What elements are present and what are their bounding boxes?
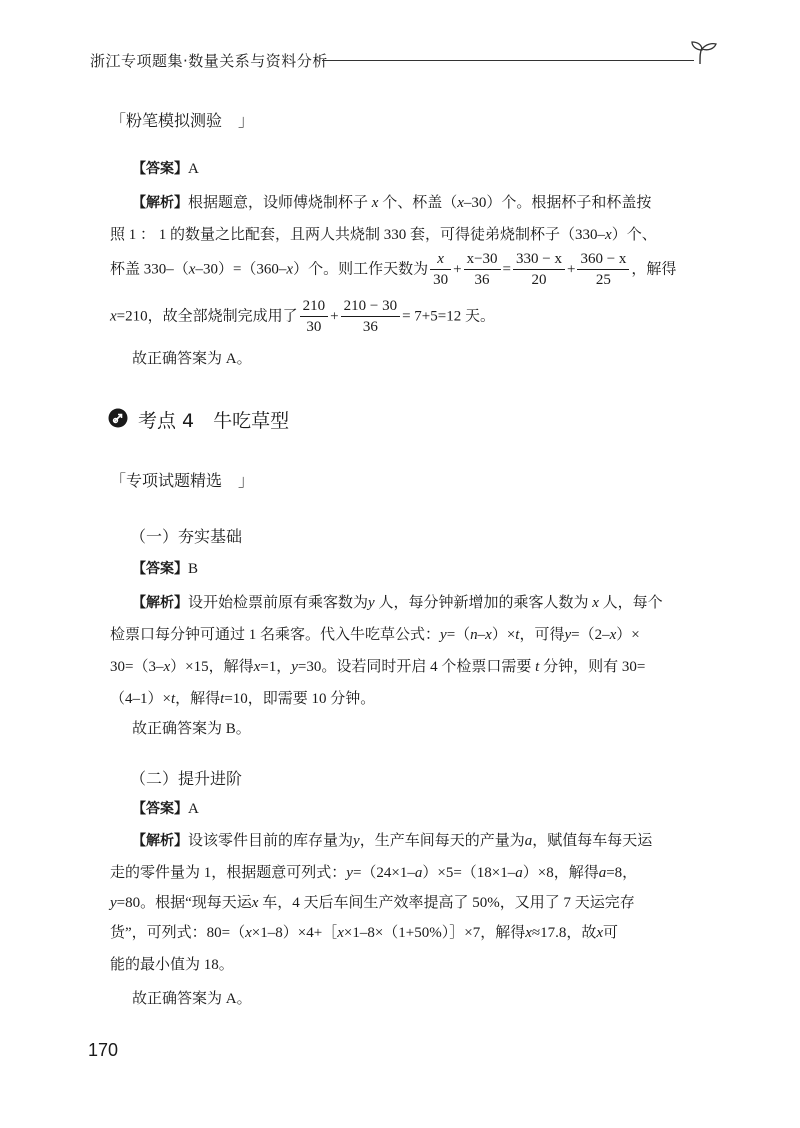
text-run: 人，每个 [602,595,663,611]
var: x [605,227,612,243]
var: x [596,925,604,941]
text-run: – [477,627,486,643]
answer-value: A [188,801,199,817]
text-run: 设开始检票前原有乘客数为 [188,595,369,611]
var: y [110,895,117,911]
var: n [470,627,478,643]
text-run: 走的零件量为 1，根据题意可列式： [110,865,347,881]
corner-bracket-right: 」 [222,111,255,130]
text-run: 检票口每分钟可通过 1 名乘客。代入牛吃草公式： [110,627,441,643]
fraction-numerator: 360 − x [577,250,629,270]
var: x [188,261,196,278]
fraction-denominator: 36 [474,272,490,288]
var: a [414,865,423,881]
var: a [524,833,533,849]
text-run: 车，4 天后车间生产效率提高了 50%，又用了 7 天运完存 [262,895,635,911]
analysis-tag: 【解析】 [132,595,188,611]
fraction-numerator: x−30 [464,250,501,270]
text-run: 30=（3– [110,659,164,675]
fraction [464,250,501,289]
text-run: ，解得 [175,691,221,707]
header-title: 浙江专项题集·数量关系与资料分析 [90,52,328,70]
header-rule [322,60,694,61]
fraction-denominator: 20 [531,272,547,288]
conclusion-1: 故正确答案为 A。 [132,351,252,367]
conclusion-2: 故正确答案为 B。 [132,721,251,737]
fraction-denominator: 30 [433,272,449,288]
answer-line-2 [132,562,198,577]
fraction-numerator: 210 [300,297,329,317]
analysis-2-line-1 [132,596,663,611]
fraction-numerator: 330 − x [513,250,565,270]
text-run: –30）=（360– [195,261,287,278]
text-run: =（2– [571,627,610,643]
corner-bracket-right: 」 [222,471,255,490]
var: x [253,659,261,675]
conclusion-3: 故正确答案为 A。 [132,991,252,1007]
text-run: ）×5=（18×1– [422,865,516,881]
answer-line-3 [132,802,199,817]
var: a [598,865,607,881]
var: y [353,833,360,849]
fraction-denominator: 30 [306,319,322,335]
subheading-basics: （一）夯实基础 [130,527,243,546]
answer-value: B [188,561,199,577]
fraction-denominator: 36 [362,319,378,335]
var: t [515,627,520,643]
text-run: =80。根据“现每天运 [116,895,252,911]
text-run: ≈17.8，故 [531,925,597,941]
analysis-3-line-3 [110,896,635,911]
corner-bracket-left: 「 [110,471,127,490]
text-run: =（ [446,627,471,643]
section-label-mock-test [110,108,254,131]
analysis-2-line-4 [110,692,375,707]
page-number: 170 [88,1040,119,1060]
var: x [110,308,117,325]
text-run: （4–1）× [110,691,171,707]
answer-tag: 【答案】 [132,561,188,577]
text-run: ，生产车间每天的产量为 [359,833,525,849]
analysis-3-line-4 [110,926,618,941]
text-run: ×1–8×（1+50%）］×7，解得 [343,925,526,941]
var: y [346,865,353,881]
text-run: ）× [491,627,516,643]
corner-bracket-left: 「 [110,111,127,130]
text-run: 人，每分钟新增加的乘客人数为 [378,595,589,611]
fraction-numerator: 210 − 30 [341,297,400,317]
var: y [291,659,298,675]
var: x [251,895,259,911]
sprout-icon [688,38,718,70]
text-run: ）×15，解得 [170,659,254,675]
var: x [245,925,252,941]
var: y [440,627,447,643]
text-run: ）个。则工作天数为 [293,261,429,278]
section-label-text: 粉笔模拟测验 [126,111,223,130]
text-run: 个、杯盖（ [382,195,458,211]
analysis-tag: 【解析】 [132,195,188,211]
var: x [525,925,532,941]
subheading-advanced: （二）提升进阶 [130,769,243,788]
text-run: 货”，可列式：80=（ [110,925,246,941]
var: t [535,659,540,675]
text-run: =1， [260,659,292,675]
text-run: =（24×1– [352,865,415,881]
analysis-1-line-1 [132,196,651,211]
answer-value: A [188,161,199,177]
plus-sign: + [330,308,339,325]
analysis-2-line-3 [110,660,645,675]
text-run: =10，即需要 10 分钟。 [224,691,376,707]
var: y [564,627,572,643]
point-badge-icon [108,408,128,428]
fraction [430,250,451,289]
answer-tag: 【答案】 [132,161,188,177]
text-run: ×1–8）×4+［ [251,925,338,941]
text-run: 可 [603,925,619,941]
var: y [368,595,375,611]
text-run: =30。设若同时开启 4 个检票口需要 [297,659,532,675]
text-run: =8， [606,865,638,881]
running-header [90,44,720,84]
text-run: 设该零件目前的库存量为 [188,833,354,849]
text-run: 根据题意，设师傅烧制杯子 [188,195,369,211]
var: x [286,261,294,278]
text-run: ，可得 [519,627,565,643]
text-run: 杯盖 330–（ [110,261,189,278]
fraction-numerator: x [430,250,451,270]
text-run: ，赋值每车每天运 [532,833,653,849]
var: x [337,925,344,941]
section-label-text: 专项试题精选 [126,471,223,490]
text-run: = 7+5=12 天。 [402,308,495,325]
text-run: ）×8，解得 [522,865,599,881]
var: x [609,627,617,643]
plus-sign: + [453,261,462,278]
analysis-1-line-2 [110,228,657,243]
text-run: ，解得 [631,261,677,278]
answer-tag: 【答案】 [132,801,188,817]
var: a [515,865,523,881]
text-run: 分钟，则有 30= [543,659,646,675]
analysis-1-line-3 [110,250,676,289]
text-run: 照 1 ： 1 的数量之比配套，且两人共烧制 330 套，可得徒弟烧制杯子（330– [110,227,606,243]
equals-sign: = [502,261,511,278]
analysis-3-line-2 [110,866,637,881]
text-run: ）× [616,627,640,643]
var: x [457,195,464,211]
analysis-1-line-4 [110,297,495,336]
plus-sign: + [566,261,576,278]
analysis-3-line-1 [132,834,652,849]
fraction [577,250,629,289]
fraction [341,297,400,336]
var: x [163,659,171,675]
var: t [170,691,176,707]
answer-line-1 [132,162,199,177]
text-run: ）个、 [611,227,657,243]
analysis-2-line-2 [110,628,640,643]
section-label-selected [110,468,254,491]
analysis-tag: 【解析】 [132,833,188,849]
analysis-3-line-5: 能的最小值为 18。 [110,957,234,973]
text-run: –30）个。根据杯子和杯盖按 [463,195,652,211]
text-run: =210，故全部烧制完成用了 [116,308,298,325]
var: x [592,595,599,611]
var: x [485,627,492,643]
fraction [513,250,565,289]
fraction [300,297,329,336]
fraction-denominator: 25 [595,272,611,288]
var: x [371,195,379,211]
var: t [220,691,225,707]
kaodian-title: 考点 4 牛吃草型 [138,410,290,432]
